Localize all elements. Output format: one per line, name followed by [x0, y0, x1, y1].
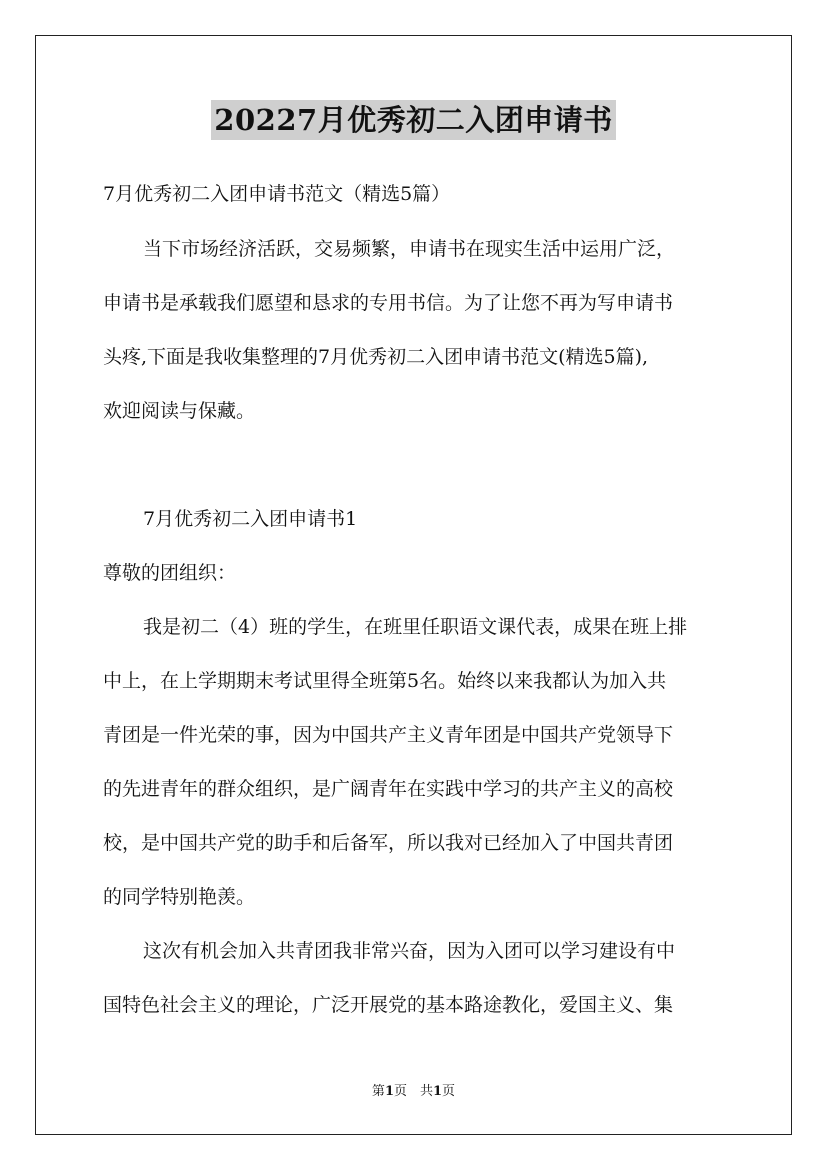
- paragraph1-line-1: 我是初二（4）班的学生，在班里任职语文课代表，成果在班上排: [143, 616, 688, 638]
- paragraph1-line-6: 的同学特别艳羡。: [103, 886, 256, 908]
- intro-line-3: 头疼,下面是我收集整理的7月优秀初二入团申请书范文(精选5篇),: [103, 346, 649, 368]
- salutation: 尊敬的团组织：: [103, 562, 237, 584]
- intro-line-2: 申请书是承载我们愿望和恳求的专用书信。为了让您不再为写申请书: [103, 292, 674, 314]
- paragraph1-line-5: 校，是中国共产党的助手和后备军，所以我对已经加入了中国共青团: [103, 832, 674, 854]
- paragraph1-line-4: 的先进青年的群众组织，是广阔青年在实践中学习的共产主义的高校: [103, 778, 674, 800]
- footer-page-suffix: 页: [442, 1084, 456, 1099]
- paragraph2-line-2: 国特色社会主义的理论，广泛开展党的基本路途教化，爱国主义、集: [103, 994, 674, 1016]
- title-container: [0, 100, 827, 140]
- section-heading: 7月优秀初二入团申请书1: [143, 508, 358, 530]
- document-title: 20227月优秀初二入团申请书: [211, 100, 615, 140]
- intro-line-1: 当下市场经济活跃，交易频繁，申请书在现实生活中运用广泛，: [143, 238, 676, 260]
- footer-page-mid: 页 共: [393, 1084, 433, 1099]
- page-footer: [0, 1083, 827, 1101]
- intro-line-4: 欢迎阅读与保藏。: [103, 400, 256, 422]
- paragraph2-line-1: 这次有机会加入共青团我非常兴奋，因为入团可以学习建设有中: [143, 940, 676, 962]
- footer-page-prefix: 第: [371, 1084, 385, 1099]
- footer-page-current: 1: [384, 1084, 394, 1099]
- document-subtitle: 7月优秀初二入团申请书范文（精选5篇）: [103, 183, 451, 205]
- footer-page-total: 1: [433, 1084, 443, 1099]
- paragraph1-line-2: 中上，在上学期期末考试里得全班第5名。始终以来我都认为加入共: [103, 670, 667, 692]
- paragraph1-line-3: 青团是一件光荣的事，因为中国共产主义青年团是中国共产党领导下: [103, 724, 674, 746]
